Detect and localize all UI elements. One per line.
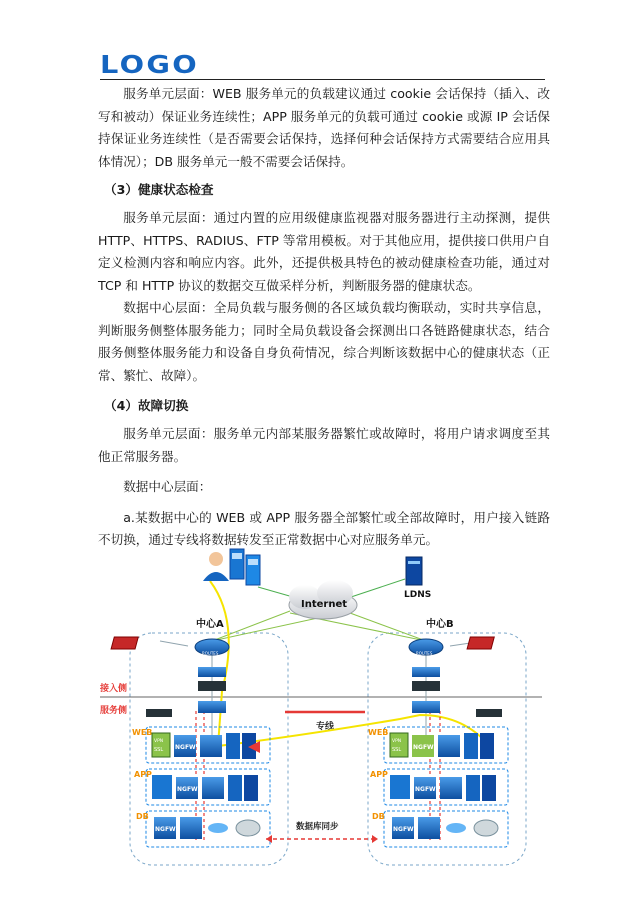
switch-icon-a <box>198 667 226 713</box>
db-label-a: DB <box>136 812 149 821</box>
center-a-label: 中心A <box>196 619 224 630</box>
internet-label: Internet <box>301 599 348 610</box>
paragraph-failover-datacenter: 数据中心层面： <box>123 479 212 494</box>
paragraph-failover-case-a: a.某数据中心的 WEB 或 APP 服务器全部繁忙或全部故障时，用户接入链路不切换，通过专线将数据转发至正常数据中心对应服务单元。 <box>98 509 550 547</box>
logo: LOGO <box>100 50 199 79</box>
web-label-a: WEB <box>132 728 153 737</box>
document-body <box>98 83 550 552</box>
center-b-label: 中心B <box>426 619 454 630</box>
db-sync-label: 数据库同步 <box>296 822 339 832</box>
app-row-b <box>390 775 496 801</box>
svg-text:NGFW: NGFW <box>415 786 436 793</box>
access-firewall-icon-a <box>111 637 138 649</box>
svg-text:ROUTES: ROUTES <box>202 651 219 656</box>
header-rule <box>100 79 545 80</box>
svg-text:SSL: SSL <box>154 747 164 753</box>
switch-icon-b <box>412 667 440 713</box>
dedicated-line-label: 专线 <box>316 722 335 732</box>
app-label-a: APP <box>134 770 152 779</box>
ldns-label: LDNS <box>404 590 432 600</box>
paragraph-health-datacenter: 数据中心层面：全局负载与服务侧的各区域负载均衡联动，实时共享信息，判断服务侧整体服务能力；同时全局负载设备会探测出口各链路健康状态，结合服务侧整体服务能力和设备自身负荷情况，综合判断该数据中心的健康状态（正常、繁忙、故障）。 <box>98 300 550 383</box>
access-firewall-icon-b <box>467 637 494 649</box>
paragraph-failover-service-unit: 服务单元层面：服务单元内部某服务器繁忙或故障时，将用户请求调度至其他正常服务器。 <box>98 426 550 464</box>
web-label-b: WEB <box>368 728 389 737</box>
db-label-b: DB <box>372 812 385 821</box>
app-label-b: APP <box>370 770 388 779</box>
svg-text:SSL: SSL <box>392 747 402 753</box>
svg-text:VPN: VPN <box>154 739 164 744</box>
svg-text:NGFW: NGFW <box>393 826 414 833</box>
svg-text:NGFW: NGFW <box>155 826 176 833</box>
access-side-label: 接入侧 <box>100 684 128 694</box>
heading-health-check: （3）健康状态检查 <box>104 182 214 197</box>
heading-failover: （4）故障切换 <box>104 398 189 413</box>
user-terminal-icon <box>230 549 260 585</box>
app-row-a <box>152 775 258 801</box>
service-side-label: 服务侧 <box>100 706 128 716</box>
svg-text:VPN: VPN <box>392 739 402 744</box>
db-row-a <box>154 817 260 839</box>
svg-text:NGFW: NGFW <box>175 744 196 751</box>
network-diagram <box>100 541 542 871</box>
router-icon-b <box>409 639 443 656</box>
svg-text:ROUTES: ROUTES <box>416 651 433 656</box>
router-icon-a <box>195 639 229 656</box>
paragraph-health-service-unit: 服务单元层面：通过内置的应用级健康监视器对服务器进行主动探测，提供 HTTP、HTTPS、RADIUS、FTP 等常用模板。对于其他应用，提供接口供用户自定义检测内容和响应内容。此外，还提供极具特色的被动健康检查功能，通过对 TCP 和 HTTP 协议的数据交互做采样分析，判断服务器的健康状态。 <box>98 210 550 293</box>
svg-text:NGFW: NGFW <box>177 786 198 793</box>
web-row-b <box>390 733 494 759</box>
ldns-server-icon <box>406 557 422 585</box>
user-icon <box>203 552 229 581</box>
side-server-icon-a <box>146 709 172 717</box>
db-row-b <box>392 817 498 839</box>
svg-text:NGFW: NGFW <box>413 744 434 751</box>
web-row-a <box>152 733 260 759</box>
paragraph-session-persistence: 服务单元层面：WEB 服务单元的负载建议通过 cookie 会话保持（插入、改写和被动）保证业务连续性；APP 服务单元的负载可通过 cookie 或源 IP 会话保持保证业务连续性（是否需要会话保持，选择何种会话保持方式需要结合应用具体情况）；DB 服务单元一般不需要会话保持。 <box>98 86 550 169</box>
side-server-icon-b <box>476 709 502 717</box>
